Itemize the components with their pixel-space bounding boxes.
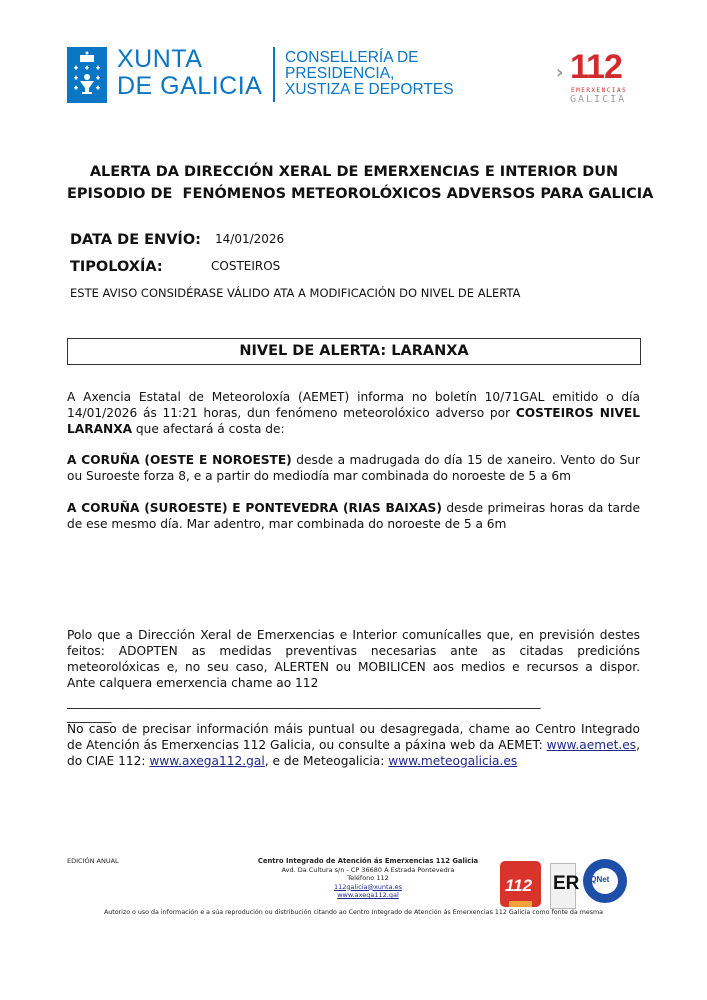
xunta-line2: DE GALICIA bbox=[117, 72, 263, 100]
document-title bbox=[67, 161, 654, 205]
date-value: 14/01/2026 bbox=[215, 232, 285, 246]
footer-phone: Teléfono 112 bbox=[347, 874, 389, 882]
info-paragraph bbox=[67, 721, 640, 769]
logo-112-emerxencias: EMERXENCIAS bbox=[571, 87, 628, 94]
zone2-paragraph bbox=[67, 500, 640, 532]
axega-link[interactable]: www.axega112.gal bbox=[149, 754, 265, 768]
separator-line bbox=[67, 695, 640, 723]
date-label: DATA DE ENVÍO: bbox=[70, 232, 201, 248]
footer-email-link[interactable]: 112galicia@xunta.es bbox=[333, 882, 403, 891]
conselleria-line1: CONSELLERÍA DE bbox=[285, 49, 419, 66]
emerxencias-112-logo bbox=[556, 48, 636, 108]
validity-note: ESTE AVISO CONSIDÉRASE VÁLIDO ATA A MODIFICACIÓN DO NIVEL DE ALERTA bbox=[70, 286, 521, 300]
badge-er-certification bbox=[550, 863, 580, 909]
badge-er-text: ER bbox=[553, 873, 580, 894]
footer-contact bbox=[250, 857, 486, 900]
intro-text-end: que afectará á costa de: bbox=[132, 422, 285, 436]
info-text-mid2: , e de Meteogalicia: bbox=[264, 754, 389, 768]
badge-112-number: 112 bbox=[505, 876, 533, 895]
info-text-mid1: , do CIAE 112: bbox=[67, 738, 640, 768]
type-value: COSTEIROS bbox=[211, 259, 281, 273]
xunta-shield-logo bbox=[67, 47, 107, 103]
aemet-link[interactable]: www.aemet.es bbox=[546, 738, 637, 752]
alert-level-box: NIVEL DE ALERTA: LARANXA bbox=[67, 338, 641, 365]
footer-center-name: Centro Integrado de Atención ás Emerxencias 112 Galicia bbox=[257, 857, 479, 865]
zone1-text: desde a madrugada do día 15 de xaneiro. Vento do Sur ou Suroeste forza 8, e a partir do mediodía mar combinada do noroeste de 5 a 6m bbox=[67, 453, 640, 483]
title-line1: ALERTA DA DIRECCIÓN XERAL DE EMERXENCIAS E INTERIOR DUN bbox=[89, 164, 619, 180]
chevron-right-icon: › bbox=[556, 62, 564, 83]
type-label: TIPOLOXÍA: bbox=[70, 259, 163, 275]
logo-112-galicia: GALICIA bbox=[570, 94, 627, 105]
footer-authorization: Autorizo o uso da información e a súa reprodución ou distribución citando ao Centro Integrado de Atención ás Emerxencias 112 Galicia como fonte da mesma bbox=[103, 909, 604, 916]
separator-dashes-short: ________ bbox=[67, 709, 111, 723]
footer-web-link[interactable]: www.axega112.gal bbox=[337, 891, 399, 899]
meteogalicia-link[interactable]: www.meteogalicia.es bbox=[388, 754, 518, 768]
logo-112-number: 112 bbox=[570, 48, 622, 86]
intro-paragraph bbox=[67, 389, 640, 437]
conselleria-line2: PRESIDENCIA, bbox=[285, 65, 395, 82]
header-divider bbox=[273, 47, 275, 102]
intro-text: A Axencia Estatal de Meteoroloxía (AEMET) informa no boletín 10/71GAL emitido o día 14/01/2026 ás 11:21 horas, dun fenómeno meteorolóxico adverso por bbox=[67, 390, 640, 420]
zone1-name: A CORUÑA (OESTE E NOROESTE) bbox=[67, 453, 292, 467]
title-line2: EPISODIO DE FENÓMENOS METEOROLÓXICOS ADVERSOS PARA GALICIA bbox=[67, 186, 654, 202]
xunta-wordmark bbox=[117, 46, 262, 100]
info-text: No caso de precisar información máis puntual ou desagregada, chame ao Centro Integrado de Atención ás Emerxencias 112 Galicia, ou consulte a páxina web da AEMET: bbox=[67, 722, 640, 752]
zone2-name: A CORUÑA (SUROESTE) E PONTEVEDRA (RIAS BAIXAS) bbox=[67, 501, 442, 515]
footer-address: Avd. Da Cultura s/n - CP 36680 A Estrada Pontevedra bbox=[281, 865, 455, 874]
conselleria-name bbox=[285, 50, 454, 98]
badge-112-strip bbox=[509, 901, 532, 907]
separator-dashes: ______________________________________________________________________________________ bbox=[67, 695, 540, 709]
zone1-paragraph bbox=[67, 452, 640, 484]
badge-112-quality bbox=[500, 861, 541, 907]
intro-highlight: COSTEIROS NIVEL LARANXA bbox=[67, 406, 641, 436]
conselleria-line3: XUSTIZA E DEPORTES bbox=[285, 81, 454, 98]
crown-chalice-icon bbox=[67, 47, 107, 103]
badge-iqnet-text: IQNet bbox=[588, 875, 610, 884]
badge-iqnet-certification bbox=[583, 859, 627, 903]
recommendation-paragraph: Polo que a Dirección Xeral de Emerxencias e Interior comunícalles que, en previsión destes feitos: ADOPTEN as medidas preventivas necesarias ante as citadas predicións meteorolóxicas e, no seu caso, ALERTEN ou MOBILICEN aos medios e recursos a dispor. Ante calquera emerxencia chame ao 112 bbox=[67, 628, 656, 690]
xunta-line1: XUNTA bbox=[117, 45, 203, 73]
zone2-text: desde primeiras horas da tarde de ese mesmo día. Mar adentro, mar combinada do noroeste de 5 a 6m bbox=[67, 501, 640, 531]
edition-label: EDICIÓN ANUAL bbox=[67, 857, 119, 865]
